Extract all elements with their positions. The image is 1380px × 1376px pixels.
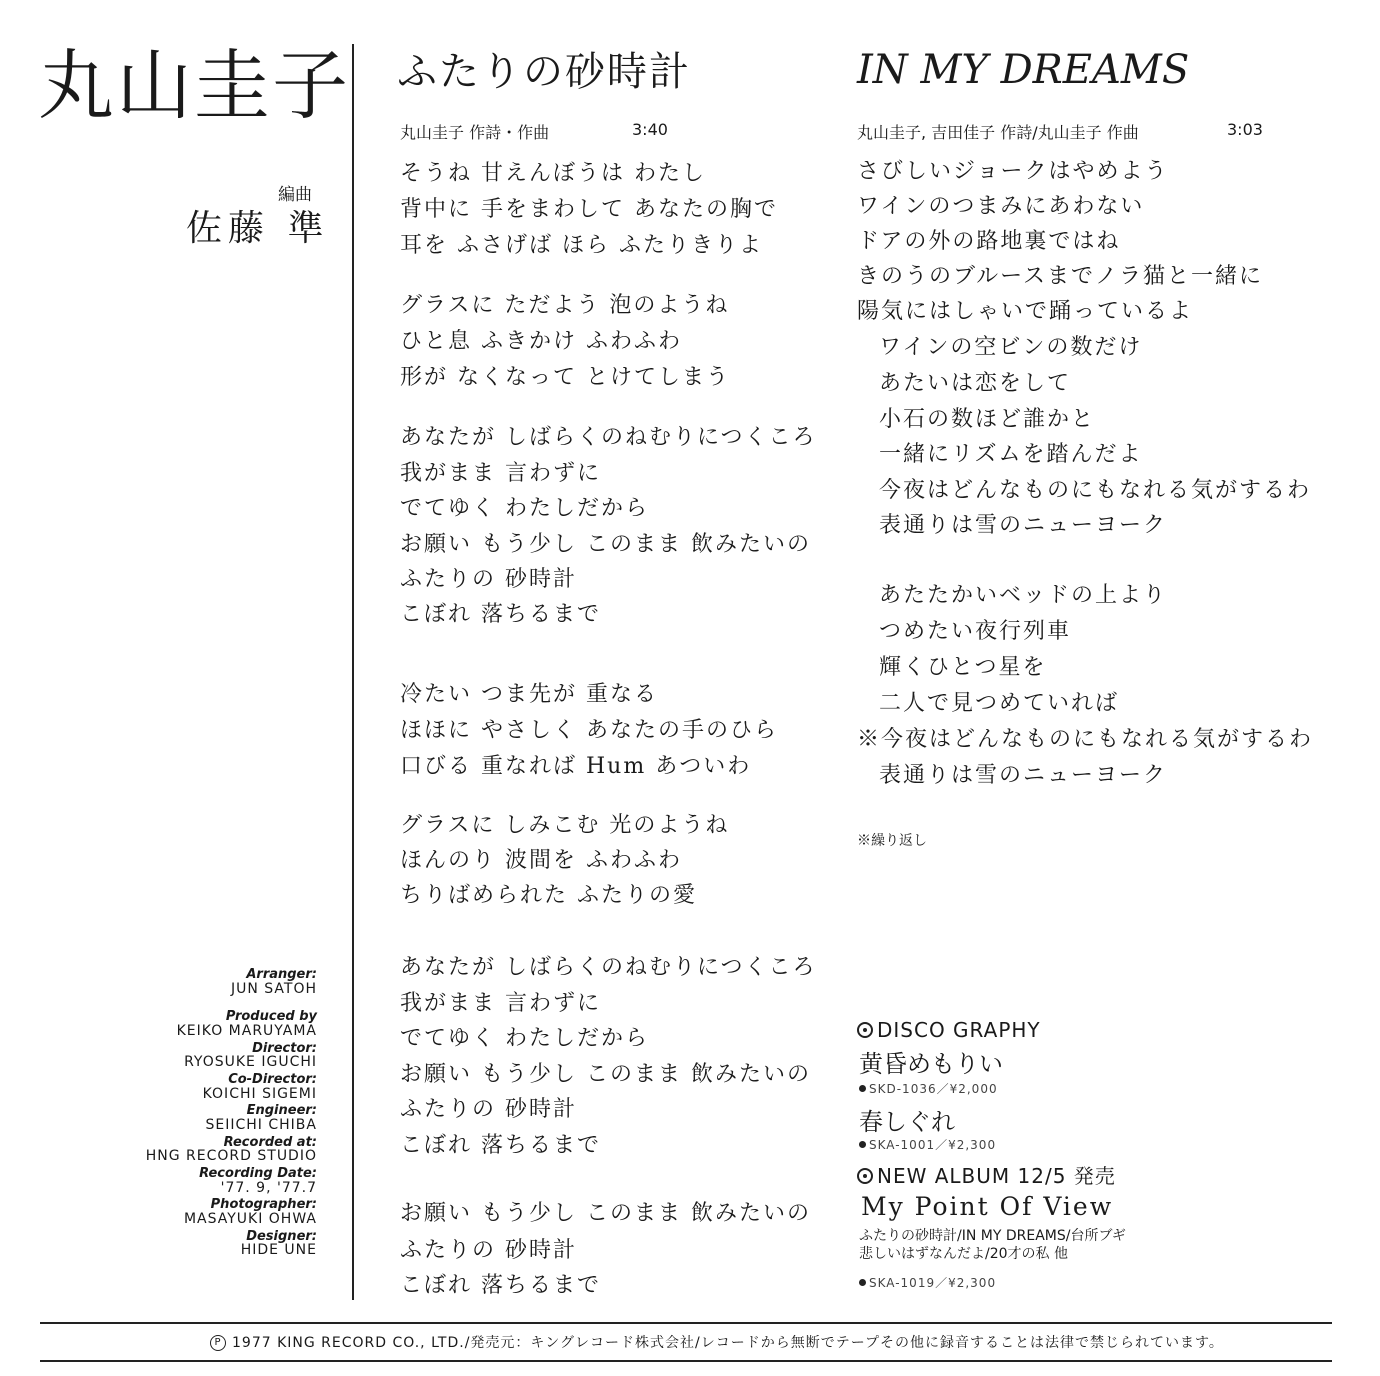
song1-duration: 3:40 xyxy=(632,120,668,139)
lyric-line: こぼれ 落ちるまで xyxy=(400,1273,601,1298)
lyric-line: あなたが しばらくのねむりにつくころ xyxy=(400,955,817,980)
lyric-line: 陽気にはしゃいで踊っているよ xyxy=(857,299,1194,324)
album-title: My Point Of View xyxy=(861,1192,1114,1221)
album-catalog xyxy=(859,1274,996,1291)
credit-value: MASAYUKI OHWA xyxy=(183,1210,317,1227)
lyric-line: 口びる 重なれば Hum あついわ xyxy=(400,754,752,779)
song2-title: IN MY DREAMS xyxy=(857,47,1190,93)
credit-value: JUN SATOH xyxy=(230,980,317,997)
lyric-line: ちりばめられた ふたりの愛 xyxy=(400,883,697,908)
column-divider xyxy=(352,44,354,1300)
lyric-line: でてゆく わたしだから xyxy=(400,1026,649,1051)
lyric-line: 我がまま 言わずに xyxy=(400,991,601,1016)
lyric-line: 二人で見つめていれば xyxy=(879,691,1120,716)
album-tracks-line: 悲しいはずなんだよ/20才の私 他 xyxy=(859,1245,1068,1262)
production-credits xyxy=(146,968,317,1261)
credit-label: Recording Date: xyxy=(199,1165,317,1181)
disco-item-title: 春しぐれ xyxy=(859,1108,955,1136)
credit-value: HNG RECORD STUDIO xyxy=(145,1148,317,1165)
credit-value: SEIICHI CHIBA xyxy=(205,1116,317,1133)
bullet-dot-icon xyxy=(859,1141,866,1148)
arranger-name: 佐藤 準 xyxy=(186,208,330,249)
lyric-line: 我がまま 言わずに xyxy=(400,461,601,486)
credit-label: Engineer: xyxy=(246,1103,317,1119)
lyric-line: ひと息 ふきかけ ふわふわ xyxy=(400,329,682,354)
lyric-line: グラスに ただよう 泡のようね xyxy=(400,293,730,318)
lyric-line: あなたが しばらくのねむりにつくころ xyxy=(400,425,817,450)
lyric-line: ※今夜はどんなものにもなれる気がするわ xyxy=(857,727,1314,752)
new-album-heading-text: NEW ALBUM 12/5 発売 xyxy=(877,1164,1116,1188)
repeat-note: ※繰り返し xyxy=(857,833,927,849)
lyric-line: ワインのつまみにあわない xyxy=(857,194,1145,219)
lyric-line: 表通りは雪のニューヨーク xyxy=(879,513,1168,538)
song1-credit xyxy=(400,120,668,143)
lyric-line: 耳を ふさげば ほら ふたりきりよ xyxy=(400,233,763,258)
credit-value: '77. 9, '77.7 xyxy=(220,1179,317,1196)
target-circle-icon xyxy=(857,1168,873,1184)
lyric-line: 今夜はどんなものにもなれる気がするわ xyxy=(879,478,1312,503)
lyric-line: ふたりの 砂時計 xyxy=(400,567,577,592)
lyric-line: ほほに やさしく あなたの手のひら xyxy=(400,718,778,743)
lyric-line: ふたりの 砂時計 xyxy=(400,1238,577,1263)
discography-heading xyxy=(857,1018,1041,1042)
lyric-line: お願い もう少し このまま 飲みたいの xyxy=(400,1201,811,1226)
lyric-line: ふたりの 砂時計 xyxy=(400,1097,577,1122)
lyric-line: 輝くひとつ星を xyxy=(879,655,1047,680)
lyric-line: ほんのり 波間を ふわふわ xyxy=(400,848,682,873)
credit-label: Produced by xyxy=(225,1009,317,1025)
disco-item-catalog xyxy=(859,1136,996,1153)
lyric-line: ドアの外の路地裏ではね xyxy=(857,229,1121,254)
lyric-line: そうね 甘えんぼうは わたし xyxy=(400,161,706,186)
credit-label: Co-Director: xyxy=(228,1071,317,1087)
new-album-heading xyxy=(857,1160,1116,1189)
credit-value: RYOSUKE IGUCHI xyxy=(184,1054,317,1071)
lyric-line: こぼれ 落ちるまで xyxy=(400,1133,601,1158)
lyric-line: あたいは恋をして xyxy=(879,371,1072,396)
credit-value: KOICHI SIGEMI xyxy=(202,1085,317,1102)
bullet-dot-icon xyxy=(859,1279,866,1286)
discography-heading-text: DISCO GRAPHY xyxy=(877,1018,1041,1042)
lyric-line: あたたかいベッドの上より xyxy=(879,583,1168,608)
phonogram-icon: P xyxy=(210,1335,226,1351)
disco-item-catalog xyxy=(859,1080,998,1097)
song2-credit-text: 丸山圭子, 吉田佳子 作詩/丸山圭子 作曲 xyxy=(857,123,1139,142)
lyric-line: つめたい夜行列車 xyxy=(879,619,1072,644)
album-tracks-line: ふたりの砂時計/IN MY DREAMS/台所ブギ xyxy=(859,1228,1126,1244)
credit-label: Photographer: xyxy=(210,1197,317,1213)
album-catalog-text: SKA-1019／¥2,300 xyxy=(869,1276,997,1290)
credit-label: Designer: xyxy=(246,1228,317,1244)
lyric-line: グラスに しみこむ 光のようね xyxy=(400,813,730,838)
lyric-line: 表通りは雪のニューヨーク xyxy=(879,763,1168,788)
credit-label: Recorded at: xyxy=(223,1134,317,1150)
bullet-dot-icon xyxy=(859,1085,866,1092)
credit-value: KEIKO MARUYAMA xyxy=(176,1022,317,1039)
disco-item-catalog-text: SKA-1001／¥2,300 xyxy=(869,1138,997,1152)
lyric-line: ワインの空ビンの数だけ xyxy=(879,335,1143,360)
lyric-line: 背中に 手をまわして あなたの胸で xyxy=(400,197,778,222)
lyric-line: こぼれ 落ちるまで xyxy=(400,602,601,627)
lyric-line: きのうのブルースまでノラ猫と一緒に xyxy=(857,264,1264,289)
lyric-line: さびしいジョークはやめよう xyxy=(857,159,1169,184)
credit-label: Arranger: xyxy=(246,967,317,982)
lyric-line: 冷たい つま先が 重なる xyxy=(400,682,658,707)
disco-item-title: 黄昏めもりい xyxy=(859,1050,1003,1078)
lyric-line: お願い もう少し このまま 飲みたいの xyxy=(400,1062,811,1087)
song2-duration: 3:03 xyxy=(1227,120,1263,139)
credit-label: Director: xyxy=(252,1040,317,1056)
artist-name: 丸山圭子 xyxy=(38,41,350,130)
target-circle-icon xyxy=(857,1022,873,1038)
arranger-label: 編曲 xyxy=(278,185,312,205)
song1-title: ふたりの砂時計 xyxy=(397,49,691,95)
song2-credit xyxy=(857,120,1263,143)
disco-item-catalog-text: SKD-1036／¥2,000 xyxy=(869,1082,998,1096)
credit-value: HIDE UNE xyxy=(240,1242,317,1259)
album-tracks xyxy=(859,1228,1126,1263)
lyric-line: でてゆく わたしだから xyxy=(400,496,649,521)
copyright-text: 1977 KING RECORD CO., LTD./発売元：キングレコード株式会社/レコードから無断でテープその他に録音することは法律で禁じられています。 xyxy=(232,1335,1224,1351)
lyric-line: 形が なくなって とけてしまう xyxy=(400,365,730,390)
song1-credit-text: 丸山圭子 作詩・作曲 xyxy=(400,123,550,142)
lyric-line: 小石の数ほど誰かと xyxy=(879,407,1096,432)
lyric-line: お願い もう少し このまま 飲みたいの xyxy=(400,532,811,557)
copyright-notice xyxy=(210,1332,1224,1352)
lyric-line: 一緒にリズムを踏んだよ xyxy=(879,442,1143,467)
